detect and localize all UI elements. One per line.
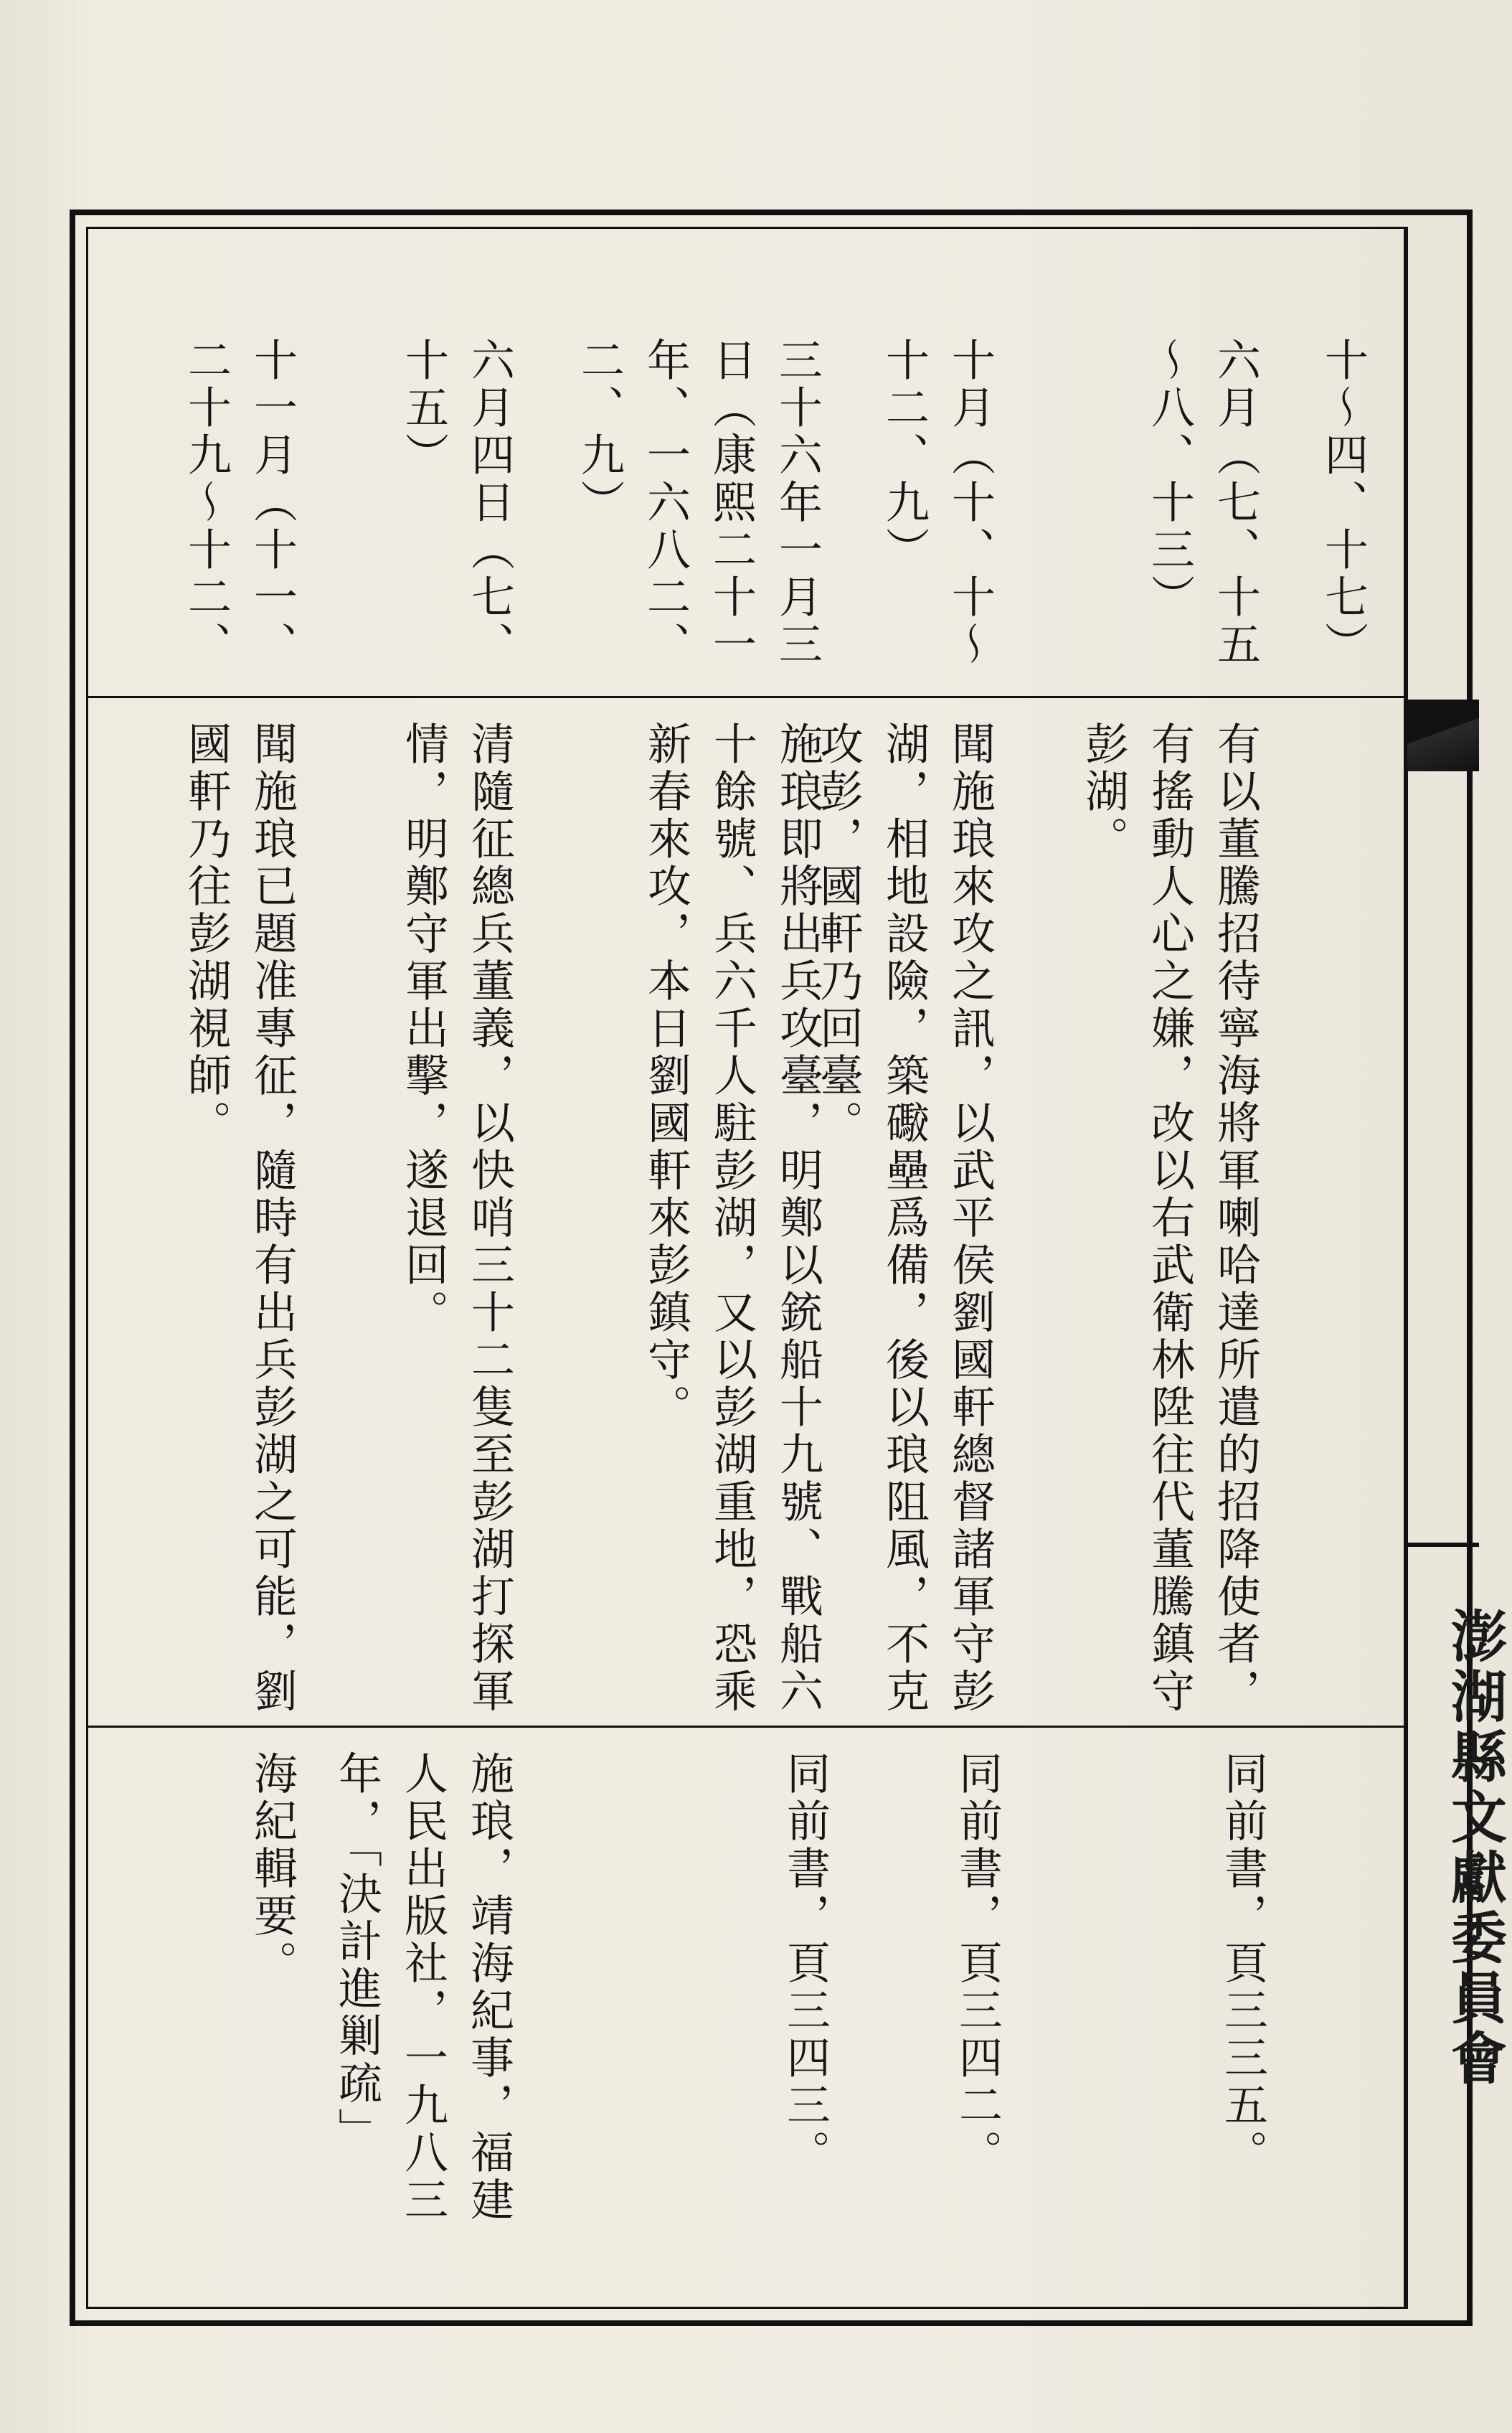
table-rule-event-source xyxy=(86,1726,1406,1728)
row-event: 聞施琅已題准專征，隨時有出兵彭湖之可能，劉 國軒乃往彭湖視師。 xyxy=(181,721,298,1716)
row-date: 十一月（十一、 二十九～十二、 xyxy=(181,337,298,669)
spine-black-block xyxy=(1407,700,1479,771)
row-source: 同前書，頁三四三。 xyxy=(780,1751,831,2177)
spine-title: 澎湖縣文獻委員會 xyxy=(1442,1607,1507,2089)
spine-rule xyxy=(1407,1543,1479,1547)
row-date: 十～四、十七） xyxy=(1318,337,1369,669)
row-date: 十月（十、十～ 十二、九） xyxy=(879,337,996,669)
table-rule-date-event xyxy=(86,696,1406,698)
row-date: 三十六年一月三 日（康熙二十一 年、一六八二、 二、九） xyxy=(574,337,823,669)
row-date: 六月（七、十五 ～八、十三） xyxy=(1144,337,1261,669)
row-event: 聞施琅來攻之訊，以武平侯劉國軒總督諸軍守彭 湖，相地設險，築礮壘爲備，後以琅阻風，不克 攻彭，國軒乃回臺。 xyxy=(813,721,996,1716)
row-source: 同前書，頁三四二。 xyxy=(952,1751,1003,2177)
row-source: 同前書，頁三三五。 xyxy=(1217,1751,1268,2177)
row-source: 施琅，靖海紀事，福建 人民出版社，一九八三 年，「決計進剿疏」 xyxy=(331,1751,514,2224)
row-event: 清隨征總兵董義，以快哨三十二隻至彭湖打探軍 情，明鄭守軍出擊，遂退回。 xyxy=(398,721,515,1716)
row-source: 海紀輯要。 xyxy=(247,1751,298,1987)
row-event: 施琅即將出兵攻臺，明鄭以銃船十九號、戰船六 十餘號、兵六千人駐彭湖，又以彭湖重地，恐乘 新春來攻，本日劉國軒來彭鎮守。 xyxy=(641,721,823,1716)
row-event: 有以董騰招待寧海將軍喇哈達所遣的招降使者， 有搖動人心之嫌，改以右武衛林陞往代董騰鎮守 彭湖。 xyxy=(1078,721,1261,1716)
row-date: 六月四日（七、 十五） xyxy=(398,337,515,669)
